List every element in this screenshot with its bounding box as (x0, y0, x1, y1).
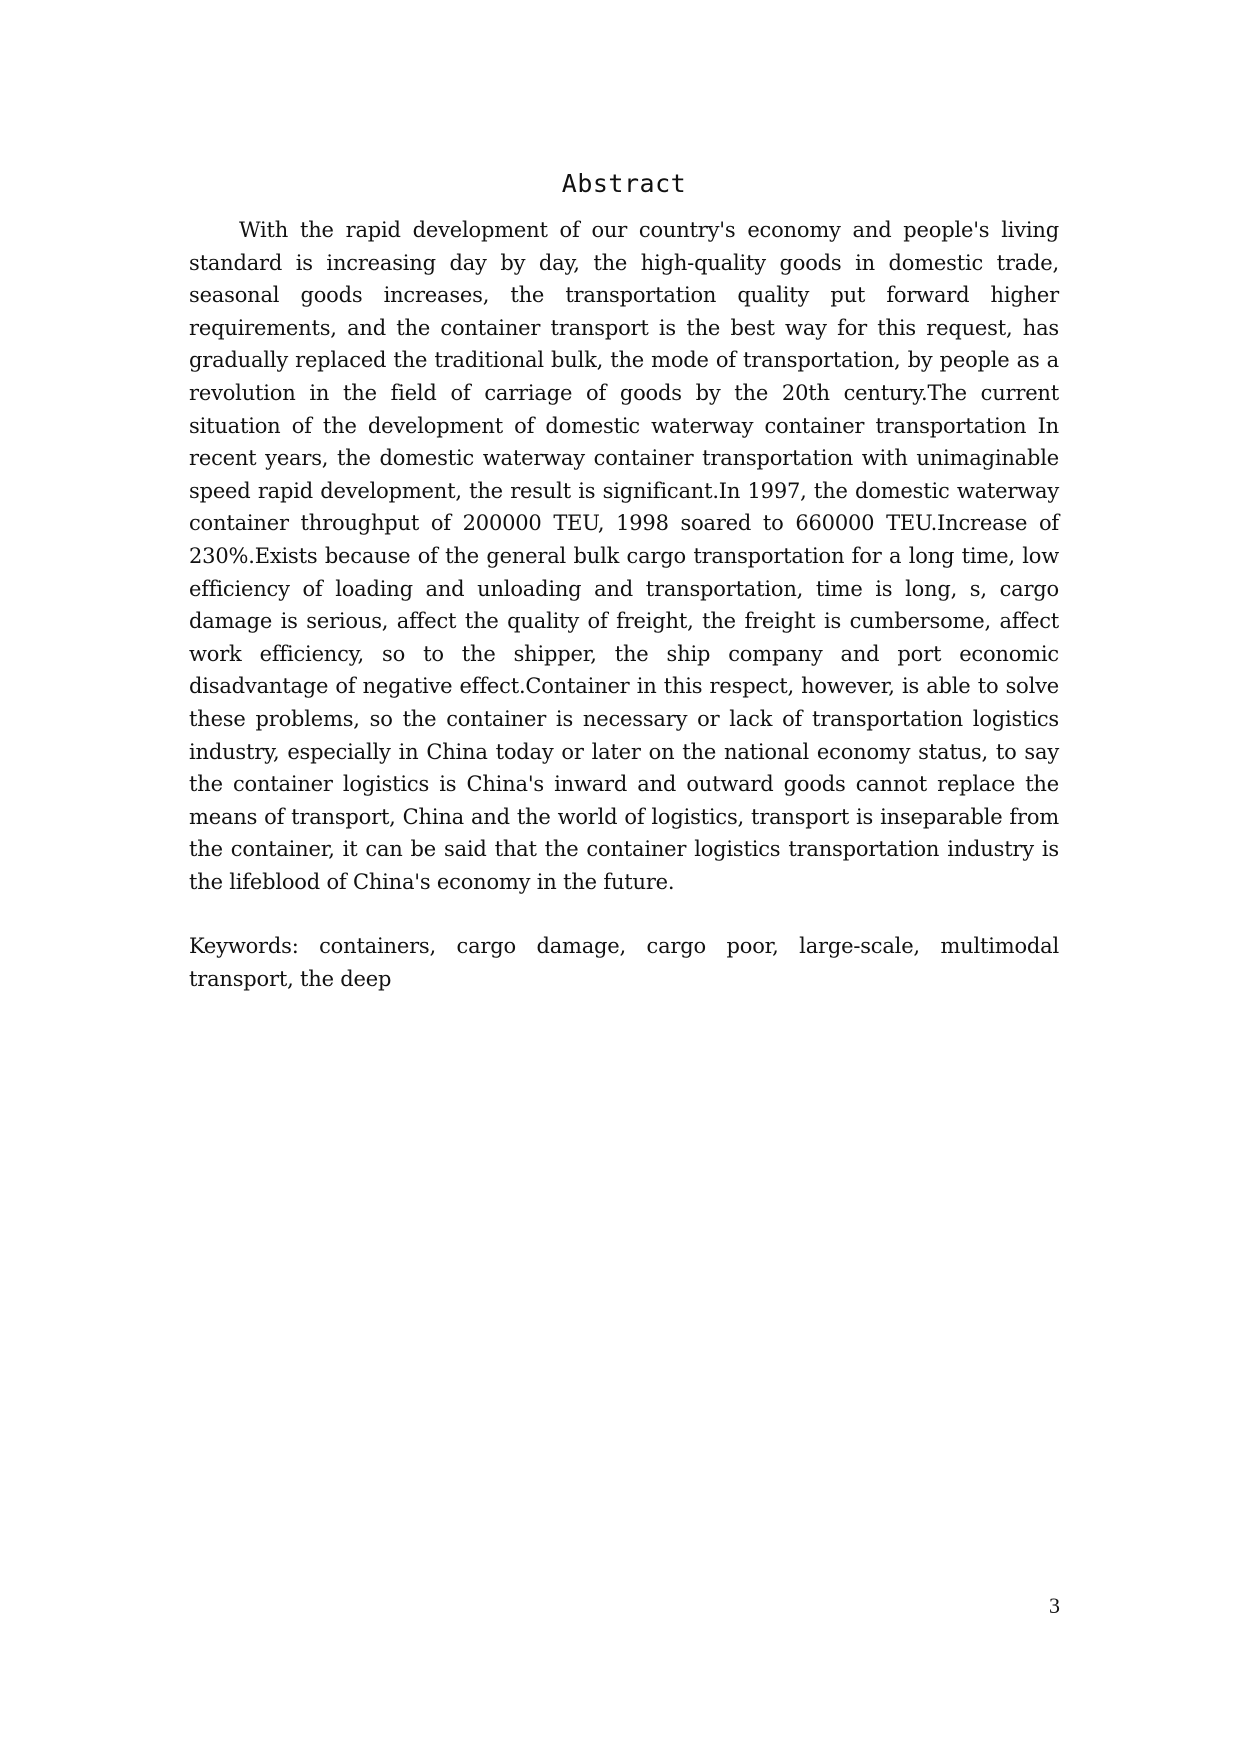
keywords-line: Keywords: containers, cargo damage, cargo poor, large-scale, multimodal transport, the deep (189, 934, 1059, 992)
abstract-body: With the rapid development of our country's economy and people's living standard is increasing day by day, the high-quality goods in domestic trade, seasonal goods increases, the transportation quality put forward higher requirements, and the container transport is the best way for this request, has gradually replaced the traditional bulk, the mode of transportation, by people as a revolution in the field of carriage of goods by the 20th century.The current situation of the development of domestic waterway container transportation In recent years, the domestic waterway container transportation with unimaginable speed rapid development, the result is significant.In 1997, the domestic waterway container throughput of 200000 TEU, 1998 soared to 660000 TEU.Increase of 230%.Exists because of the general bulk cargo transportation for a long time, low efficiency of loading and unloading and transportation, time is long, s, cargo damage is serious, affect the quality of freight, the freight is cumbersome, affect work efficiency, so to the shipper, the ship company and port economic disadvantage of negative effect.Container in this respect, however, is able to solve these problems, so the container is necessary or lack of transportation logistics industry, especially in China today or later on the national economy status, to say the container logistics is China's inward and outward goods cannot replace the means of transport, China and the world of logistics, transport is inseparable from the container, it can be said that the container logistics transportation industry is the lifeblood of China's economy in the future. (189, 218, 1059, 894)
abstract-section (189, 168, 1059, 996)
page-number: 3 (1049, 1593, 1060, 1618)
abstract-title: Abstract (561, 169, 687, 198)
